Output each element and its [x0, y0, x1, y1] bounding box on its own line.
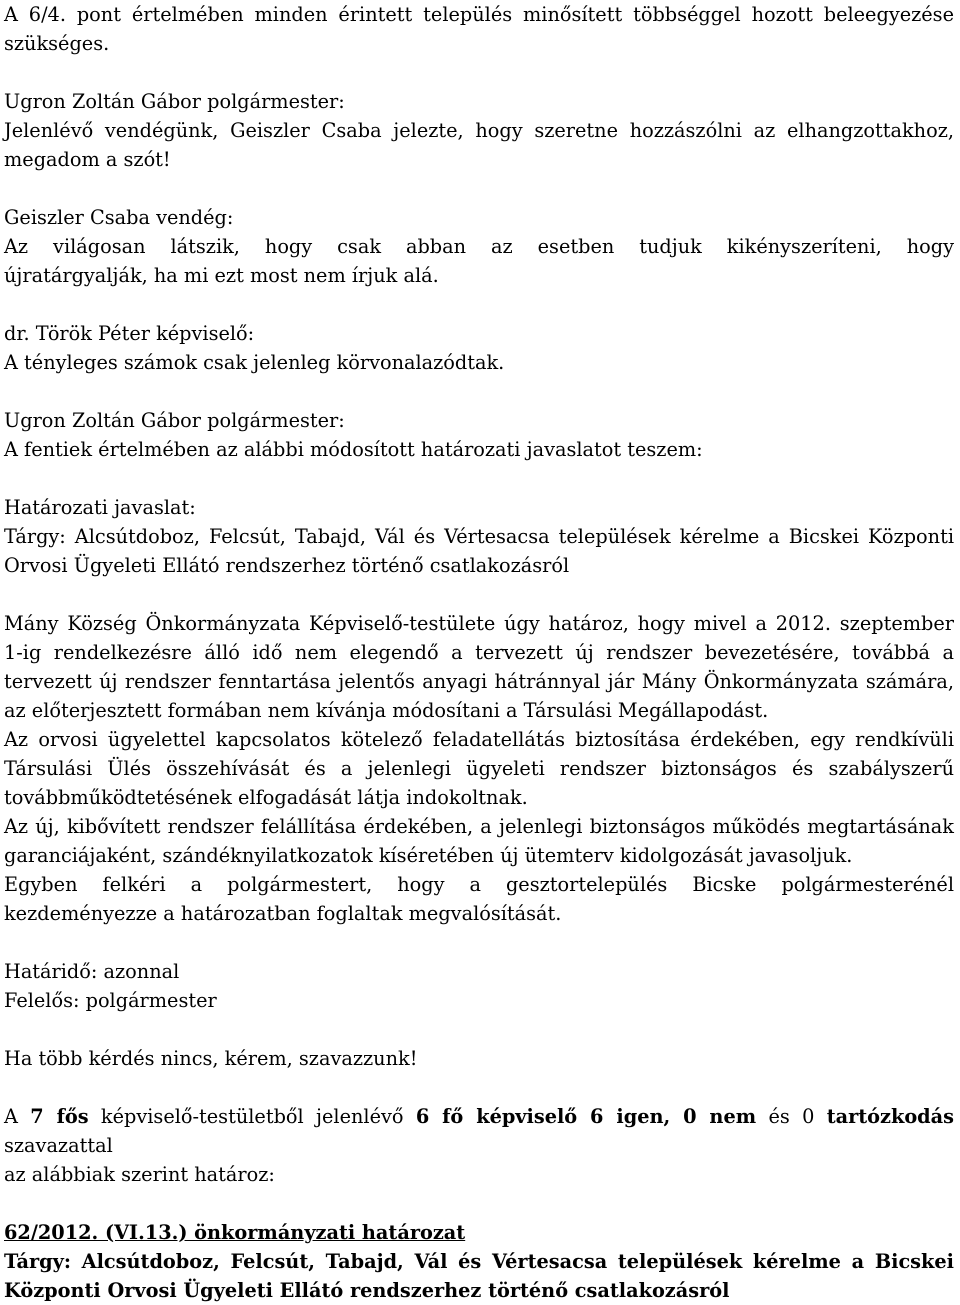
resolution-text-line: az előterjesztett formában nem kívánja módosítani a Társulási Megállapodást. [4, 699, 769, 722]
vote-abstention: tartózkodás [826, 1105, 955, 1128]
proposal-subject-line: Tárgy: Alcsútdoboz, Felcsút, Tabajd, Vál és Vértesacsa települések kérelme a Bicskei Központi [4, 525, 954, 548]
resolution-number-text: 62/2012. (VI.13.) önkormányzati határozat [4, 1221, 466, 1244]
speaker-name: Ugron Zoltán Gábor polgármester: [4, 409, 345, 432]
resolution-text-line: Az orvosi ügyelettel kapcsolatos kötelező feladatellátás biztosítása érdekében, egy rendkívüli [4, 728, 954, 751]
resolution-subject-line [4, 1247, 954, 1276]
resolution-text-line: Társulási Ülés összehívását és a jelenlegi ügyeleti rendszer biztonságos és szabályszerű [4, 757, 954, 780]
deadline: Határidő: azonnal [4, 960, 180, 983]
resolution-subject-text: Központi Orvosi Ügyeleti Ellátó rendszerhez történő csatlakozásról [4, 1279, 730, 1302]
resolution-subject-line [4, 1276, 954, 1305]
vote-call: Ha több kérdés nincs, kérem, szavazzunk! [4, 1047, 418, 1070]
resolution-text-line: 1-ig rendelkezésre álló idő nem elegendő a tervezett új rendszer bevezetésére, továbbá a [4, 641, 954, 664]
resolution-text-line: Mány Község Önkormányzata Képviselő-testülete úgy határoz, hogy mivel a 2012. szeptember [4, 612, 954, 635]
resolution-text-line: Az új, kibővített rendszer felállítása érdekében, a jelenlegi biztonságos működés megtartásának [4, 815, 954, 838]
resolution-text-line: garanciájaként, szándéknyilatkozatok kíséretében új ütemterv kidolgozását javasoljuk. [4, 844, 853, 867]
spacer [4, 1073, 954, 1102]
speech-line: A tényleges számok csak jelenleg körvonalazódtak. [4, 351, 505, 374]
speaker-name: Geiszler Csaba vendég: [4, 206, 234, 229]
speaker-name: dr. Török Péter képviselő: [4, 322, 255, 345]
resolution-number [4, 1218, 954, 1247]
speech-line: A fentiek értelmében az alábbi módosított határozati javaslatot teszem: [4, 438, 703, 461]
vote-result-line [4, 1102, 954, 1160]
spacer [4, 377, 954, 406]
vote-text: és 0 [756, 1105, 827, 1128]
spacer [4, 174, 954, 203]
vote-members: 7 fős [30, 1105, 89, 1128]
responsible-person: Felelős: polgármester [4, 989, 217, 1012]
spacer [4, 1015, 954, 1044]
proposal-subject-line: Orvosi Ügyeleti Ellátó rendszerhez történő csatlakozásról [4, 554, 570, 577]
spacer [4, 58, 954, 87]
vote-text: szavazattal [4, 1134, 113, 1157]
spacer [4, 290, 954, 319]
proposal-heading: Határozati javaslat: [4, 496, 196, 519]
resolution-text-line: tervezett új rendszer fenntartása jelentős anyagi hátránnyal jár Mány Önkormányzata számára, [4, 670, 954, 693]
vote-text: képviselő-testületből jelenlévő [88, 1105, 416, 1128]
speech-line: Jelenlévő vendégünk, Geiszler Csaba jelezte, hogy szeretne hozzászólni az elhangzottakhoz, [4, 119, 954, 142]
vote-counts: 6 fő képviselő 6 igen, 0 nem [415, 1105, 757, 1128]
speech-line: Az világosan látszik, hogy csak abban az esetben tudjuk kikényszeríteni, hogy [4, 235, 954, 258]
paragraph-line: szükséges. [4, 32, 110, 55]
vote-text: A [4, 1105, 31, 1128]
spacer [4, 464, 954, 493]
resolution-subject-text: Tárgy: Alcsútdoboz, Felcsút, Tabajd, Vál és Vértesacsa települések kérelme a Bicskei [4, 1250, 954, 1273]
vote-result-line: az alábbiak szerint határoz: [4, 1163, 275, 1186]
spacer [4, 1189, 954, 1218]
spacer [4, 928, 954, 957]
speech-line: újratárgyalják, ha mi ezt most nem írjuk alá. [4, 264, 439, 287]
resolution-text-line: kezdeményezze a határozatban foglaltak megvalósítását. [4, 902, 562, 925]
resolution-text-line: továbbműködtetésének elfogadását látja indokoltnak. [4, 786, 528, 809]
speech-line: megadom a szót! [4, 148, 171, 171]
speaker-name: Ugron Zoltán Gábor polgármester: [4, 90, 345, 113]
spacer [4, 580, 954, 609]
paragraph-line: A 6/4. pont értelmében minden érintett település minősített többséggel hozott beleegyezése [4, 3, 954, 26]
resolution-text-line: Egyben felkéri a polgármestert, hogy a gesztortelepülés Bicske polgármesterénél [4, 873, 954, 896]
